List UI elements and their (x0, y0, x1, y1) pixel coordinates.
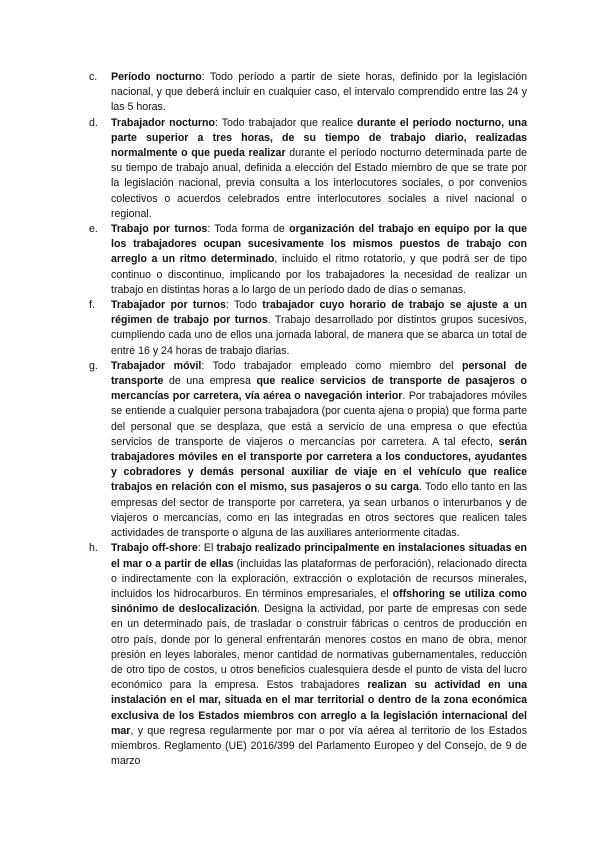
list-marker: c. (89, 71, 98, 83)
list-item (89, 116, 527, 222)
definition-text (111, 359, 527, 541)
plain-text: : Todo trabajador que realice (215, 116, 358, 129)
plain-text: : Todo período a partir de siete horas, definido por la legislación nacional, y que deberá incluir en cualquier caso, el intervalo comprendido entre las 24 y las 5 horas. (111, 71, 528, 114)
definition-text (111, 298, 527, 359)
bold-text: serán trabajadores móviles en el transporte por carretera a los conductores, ayudantes y cobradores y demás personal auxiliar de viaje en el vehículo que realice trabajos en relación con el mismo, sus pasajeros o su carga (111, 435, 527, 494)
bold-text: Trabajo off-shore (111, 542, 198, 555)
list-item (89, 359, 527, 541)
list-marker: g. (89, 359, 98, 372)
list-item (89, 298, 527, 359)
plain-text: . Por trabajadores móviles se entiende a cualquier persona trabajadora (por cuenta ajena o propia) que forma parte del personal que se desplaza, que está a servicio de una empresa o que efectúa servicios de transporte de viajeros o mercancías por carretera. A tal efecto, (111, 390, 527, 448)
plain-text: , y que regresa regularmente por mar o por vía aérea al territorio de los Estados miembros. Reglamento (UE) 2016/399 del Parlamento Europeo y del Consejo, de 9 de marzo (111, 724, 527, 768)
plain-text: . Trabajo desarrollado por distintos grupos sucesivos, cumpliendo cada uno de ellos una jornada laboral, de manera que se abarca un total de entre 16 y 24 horas de trabajo diarias. (111, 314, 528, 357)
bold-text: Período nocturno (111, 71, 202, 83)
bold-text: organización del trabajo en equipo por la que los trabajadores ocupan sucesivamente los mismos puestos de trabajo con arreglo a un ritmo determinado (111, 223, 527, 266)
definition-text (111, 222, 527, 298)
plain-text: de una empresa (163, 375, 257, 388)
plain-text: durante el período nocturno determinada parte de su tiempo de trabajo anual, definida a elección del Estado miembro de que se trate por la legislación nacional, previa consulta a los interlocutores sociales, o por convenios colectivos o acuerdos celebrados entre interlocutores sociales a nivel nacional o regional. (111, 147, 527, 220)
list-item (89, 222, 527, 298)
definition-text (111, 70, 527, 116)
bold-text: trabajo realizado principalmente en instalaciones situadas en el mar o a partir de ellas (111, 542, 527, 570)
definition-text (111, 116, 527, 222)
list-marker: e. (89, 223, 98, 236)
list-marker: f. (89, 299, 95, 312)
plain-text: : Todo (225, 299, 263, 312)
list-marker: h. (89, 542, 98, 555)
plain-text: : Toda forma de (207, 223, 290, 236)
bold-text: que realice servicios de transporte de pasajeros o mercancías por carretera, vía aérea o navegación interior (111, 375, 527, 403)
list-marker: d. (89, 116, 98, 129)
bold-text: Trabajo por turnos (111, 223, 208, 236)
bold-text: trabajador cuyo horario de trabajo se ajuste a un régimen de trabajo por turnos (111, 299, 527, 327)
bold-text: personal de transporte (111, 359, 527, 388)
bold-text: realizan su actividad en una instalación en el mar, situada en el mar territorial o dentro de la zona económica exclusiva de los Estados miembros con arreglo a la legislación internacional del mar (111, 679, 527, 737)
plain-text: (incluidas las plataformas de perforación), relacionado directa o indirectamente con la exploración, extracción o explotación de recursos minerales, incluidos los hidrocarburos. En términos empresariales, el (111, 557, 527, 600)
plain-text: : El (197, 542, 217, 555)
list-item (89, 70, 527, 116)
plain-text: . Designa la actividad, por parte de empresas con sede en un determinado país, de trasladar o construir fábricas o centros de producción en otro país, donde por lo general enfrentarán menores costos en mano de obra, menor presión en leyes laborales, menor cantidad de normativas gubernamentales, reducción de otro tipo de costos, u otros beneficios cualesquiera desde el punto de vista del lucro económico para la empresa. Estos trabajadores (111, 603, 527, 692)
definition-text (111, 541, 527, 769)
list-item (89, 541, 527, 769)
plain-text: : Todo trabajador empleado como miembro del (201, 359, 462, 372)
bold-text: Trabajador por turnos (111, 299, 226, 312)
plain-text: . Todo ello tanto en las empresas del sector de transporte por carretera, ya sean urbanos o interurbanos y de viajeros o mercancías, como en las integradas en otros sectores que realicen tales actividades de transporte o alguna de las auxiliares anteriormente citadas. (111, 481, 527, 540)
bold-text: offshoring se utiliza como sinónimo de deslocalización (111, 587, 527, 616)
bold-text: durante el período nocturno, una parte superior a tres horas, de su tiempo de trabajo diario, realizadas normalmente o que pueda realizar (111, 116, 527, 160)
definitions-list (89, 70, 527, 769)
plain-text: , incluido el ritmo rotatorio, y que podrá ser de tipo continuo o discontinuo, implicando por los trabajadores la necesidad de realizar un trabajo en distintas horas a lo largo de un período dado de días o semanas. (111, 253, 527, 296)
bold-text: Trabajador nocturno (111, 116, 216, 129)
bold-text: Trabajador móvil (111, 359, 202, 372)
